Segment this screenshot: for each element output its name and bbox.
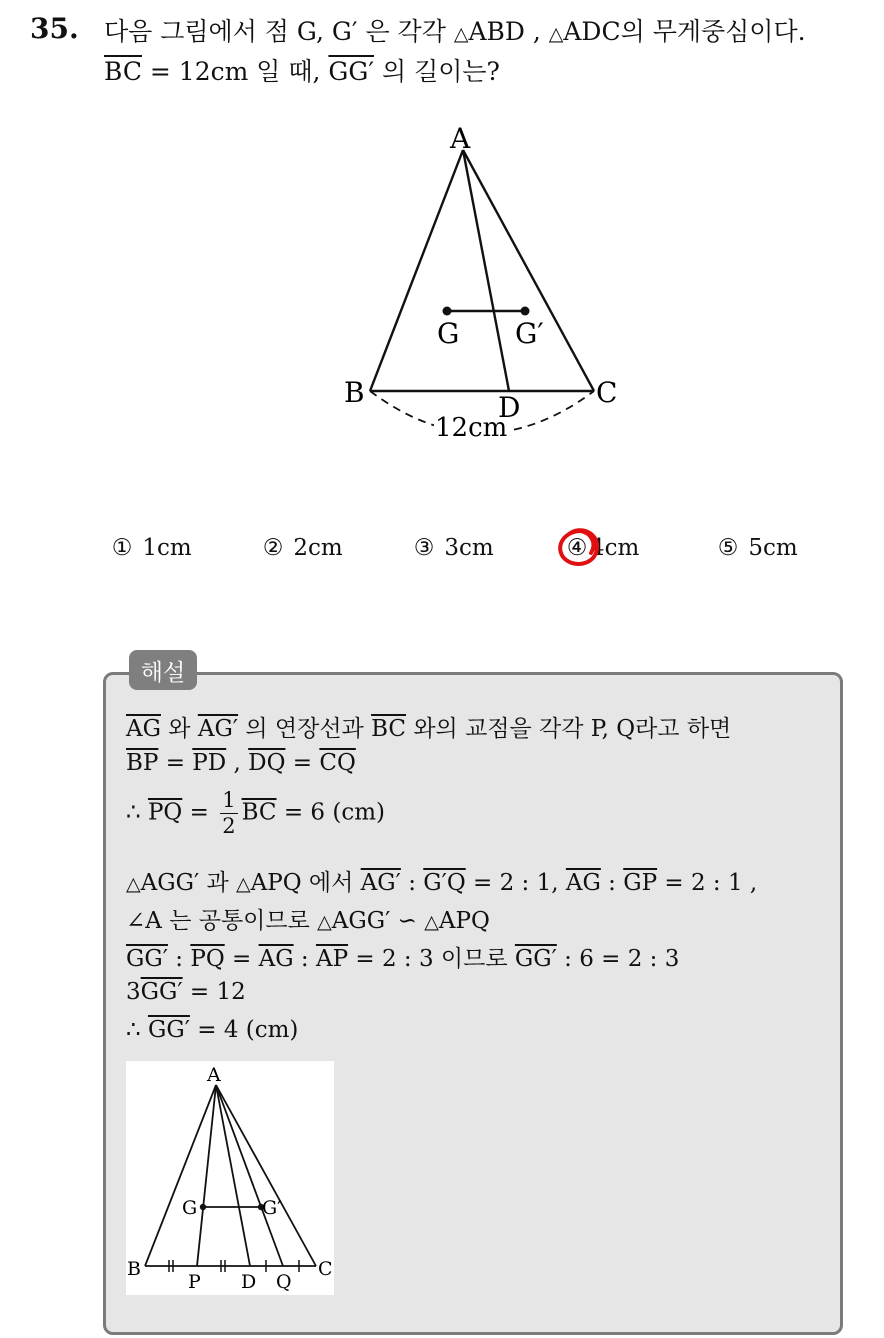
solution-text: APQ 에서 [250,870,361,896]
choice-number: ① [111,535,133,561]
solution-text: , [226,750,249,776]
segment-cq: $\overline{CQ}$ [319,750,356,776]
segment-gg: GG′ [514,946,557,972]
triangle-figure [330,115,630,445]
solution-text: = 2 : 1, [465,870,566,896]
label-g: G [182,1197,198,1219]
segment-ap: $\overline{AP}$ [315,946,349,972]
choice-number: ⑤ [717,535,739,561]
therefore-symbol: ∴ [126,799,148,826]
solution-text: : [167,946,191,972]
angle-symbol: ∠ [126,908,146,934]
solution-text: : [600,870,624,896]
solution-line-3 [126,790,385,837]
segment-ag-prime: AG′ [360,870,401,896]
solution-line-1 [126,710,731,743]
segment-pd: $\overline{PD}$ [192,750,227,776]
line-aq [216,1085,283,1266]
question-text-line2 [104,52,500,88]
solution-text: = 4 (cm) [189,1017,299,1043]
segment-bc: $\overline{BC}$ [371,716,407,742]
choice-text: 2cm [293,535,343,561]
question-text: 의 길이는? [374,57,500,86]
triangle-symbol: △ [453,23,469,45]
side-ab [370,150,463,391]
segment-gp: $\overline{GP}$ [623,870,658,896]
solution-line-5 [126,902,490,935]
choice-text: 3cm [444,535,494,561]
solution-text: = [158,750,193,776]
triangle-symbol: △ [548,23,564,45]
solution-text: A 는 공통이므로 [145,908,318,934]
triangle-symbol: △ [317,911,332,933]
line-ad [216,1085,250,1266]
solution-text: AGG′ ∽ [331,908,425,934]
label-g: G [437,317,460,350]
question-text: ADC의 무게중심이다. [563,17,806,46]
label-g-prime: G′ [262,1197,282,1219]
solution-text: = 2 : 3 이므로 [348,946,515,972]
solution-text: = 12 [182,979,246,1005]
solution-text: AGG′ 과 [140,870,237,896]
triangle-symbol: △ [424,911,439,933]
solution-text: = [285,750,320,776]
segment-gg: GG′ [328,57,375,86]
choice-1[interactable] [109,535,192,561]
choice-text: 5cm [748,535,798,561]
solution-text: = [182,799,217,826]
label-q: Q [276,1271,292,1293]
fraction-one-half [220,790,237,837]
segment-g-prime-q: G′Q [423,870,466,896]
label-c: C [318,1258,333,1280]
solution-line-7 [126,979,246,1005]
segment-ag-prime: AG′ [197,716,239,742]
choice-5[interactable] [715,535,798,561]
solution-text: 와의 교점을 각각 P, Q라고 하면 [406,716,732,742]
solution-tag: 해설 [129,650,197,690]
choice-number: ② [262,535,284,561]
label-b: B [344,376,365,409]
solution-text: : 6 = 2 : 3 [556,946,680,972]
segment-bc: $\overline{BC}$ [241,799,277,826]
point-g-prime [521,307,530,316]
side-ac [216,1085,316,1266]
segment-ag: $\overline{AG}$ [126,716,161,742]
choice-number: ③ [413,535,435,561]
answer-choices [0,535,884,571]
choice-2[interactable] [260,535,343,561]
label-d: D [241,1271,257,1293]
segment-bp: $\overline{BP}$ [126,750,159,776]
solution-text: : [293,946,316,972]
label-length: 12cm [435,413,508,443]
fraction-numerator: 1 [222,788,236,812]
triangle-symbol: △ [236,873,251,895]
segment-gg: GG′ [147,1017,190,1043]
label-a: A [450,122,471,155]
segment-gg: GG′ [140,979,183,1005]
solution-line-4 [126,864,757,897]
segment-dq: $\overline{DQ}$ [248,750,286,776]
side-ab [145,1085,216,1266]
choice-3[interactable] [411,535,494,561]
segment-gg: GG′ [126,946,168,972]
fraction-denominator: 2 [222,814,236,838]
question-number: 35. [30,12,79,45]
solution-line-6 [126,940,679,973]
side-ac [463,150,594,391]
question-text-line1 [104,12,806,48]
solution-line-2 [126,750,356,776]
choice-text: 4cm [590,535,640,561]
median-ad [463,150,509,391]
line-ap [197,1085,216,1266]
label-b: B [127,1258,141,1280]
point-g [200,1204,206,1210]
segment-ag: $\overline{AG}$ [565,870,601,896]
answer-mark-circle [555,525,603,571]
solution-text: 3 [126,979,141,1005]
solution-text: = 2 : 1 , [657,870,758,896]
choice-number: ④ [566,535,588,561]
solution-text: APQ [438,908,490,934]
question-text: ABD , [468,17,549,46]
segment-pq: $\overline{PQ}$ [147,799,183,826]
solution-text: 와 [160,716,198,742]
label-p: P [188,1271,201,1293]
label-d: D [498,391,521,424]
solution-text: 의 연장선과 [238,716,372,742]
solution-text: : [400,870,424,896]
question-text: = 12cm 일 때, [141,57,329,86]
segment-bc: $\overline{BC}$ [104,57,142,86]
solution-line-8 [126,1017,298,1043]
therefore-symbol: ∴ [126,1017,148,1043]
choice-text: 1cm [142,535,192,561]
solution-text: = [224,946,259,972]
label-a: A [207,1064,221,1086]
label-g-prime: G′ [515,317,544,350]
question-text: 다음 그림에서 점 G, G′ 은 각각 [104,17,454,46]
point-g [443,307,452,316]
segment-ag: $\overline{AG}$ [258,946,294,972]
triangle-symbol: △ [126,873,141,895]
solution-text: = 6 (cm) [276,799,385,826]
label-c: C [596,376,618,409]
segment-pq: $\overline{PQ}$ [190,946,225,972]
solution-figure [126,1061,334,1295]
